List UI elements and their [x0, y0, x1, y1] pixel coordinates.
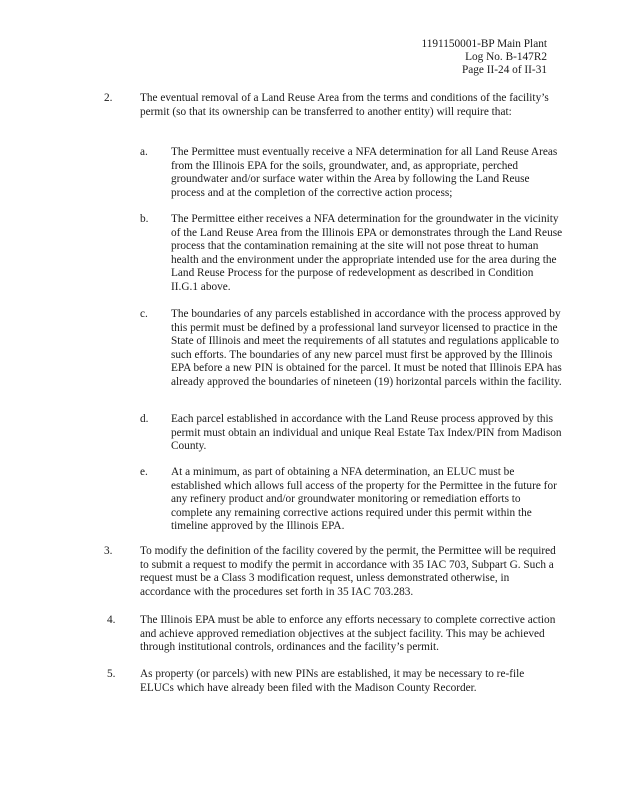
- sub-item-letter: a.: [140, 146, 148, 158]
- sub-item-letter: d.: [140, 413, 149, 425]
- item-number: 2.: [104, 92, 113, 104]
- header-page-number: Page II-24 of II-31: [461, 64, 547, 76]
- sub-item-text: The Permittee must eventually receive a NFA determination for all Land Reuse Areas from the Illinois EPA for the soils, groundwater, and, as appropriate, perched groundwater and/or surface water within the Area by following the Land Reuse process and at the completion of the corrective action process;: [171, 146, 558, 199]
- item-number: 3.: [104, 545, 113, 557]
- item-number: 5.: [107, 668, 116, 680]
- item-text: The Illinois EPA must be able to enforce any efforts necessary to complete corrective action and achieve approved remediation objectives at the subject facility. This may be achieved through institutional controls, ordinances and the facility’s permit.: [140, 614, 556, 654]
- sub-item-text: At a minimum, as part of obtaining a NFA determination, an ELUC must be established which allows full access of the property for the Permittee in the future for any refinery product and/or groundwater monitoring or remediation efforts to complete any remaining corrective actions required under this permit within the timeline approved by the Illinois EPA.: [171, 466, 557, 533]
- sub-item-text: Each parcel established in accordance with the Land Reuse process approved by this permit must obtain an individual and unique Real Estate Tax Index/PIN from Madison County.: [171, 413, 562, 453]
- sub-item-text: The boundaries of any parcels established in accordance with the process approved by this permit must be defined by a professional land surveyor licensed to practice in the State of Illinois and meet the requirements of all statutes and regulations applicable to such efforts. The boundaries of any new parcel must first be approved by the Illinois EPA before a new PIN is obtained for the parcel. It must be noted that Illinois EPA has already approved the boundaries of nineteen (19) horizontal parcels within the facility.: [171, 308, 562, 388]
- page-header: [421, 38, 547, 77]
- header-facility-id: 1191150001-BP Main Plant: [421, 38, 547, 50]
- item-text: The eventual removal of a Land Reuse Area from the terms and conditions of the facility’s permit (so that its ownership can be transferred to another entity) will require that:: [140, 92, 549, 118]
- sub-item-text: The Permittee either receives a NFA determination for the groundwater in the vicinity of the Land Reuse Area from the Illinois EPA or demonstrates through the Land Reuse process that the contamination remaining at the site will not pose threat to human health and the environment under the appropriate intended use for the area during the Land Reuse Process for the purpose of redevelopment as described in Condition II.G.1 above.: [171, 213, 563, 293]
- sub-item-letter: b.: [140, 213, 149, 225]
- item-text: As property (or parcels) with new PINs are established, it may be necessary to re-file ELUCs which have already been filed with the Madison County Recorder.: [140, 668, 525, 694]
- sub-item-letter: e.: [140, 466, 148, 478]
- item-text: To modify the definition of the facility covered by the permit, the Permittee will be required to submit a request to modify the permit in accordance with 35 IAC 703, Subpart G. Such a request must be a Class 3 modification request, unless demonstrated otherwise, in accordance with the procedures set forth in 35 IAC 703.283.: [140, 545, 556, 598]
- item-number: 4.: [107, 614, 116, 626]
- header-log-number: Log No. B-147R2: [465, 51, 547, 63]
- sub-item-letter: c.: [140, 308, 148, 320]
